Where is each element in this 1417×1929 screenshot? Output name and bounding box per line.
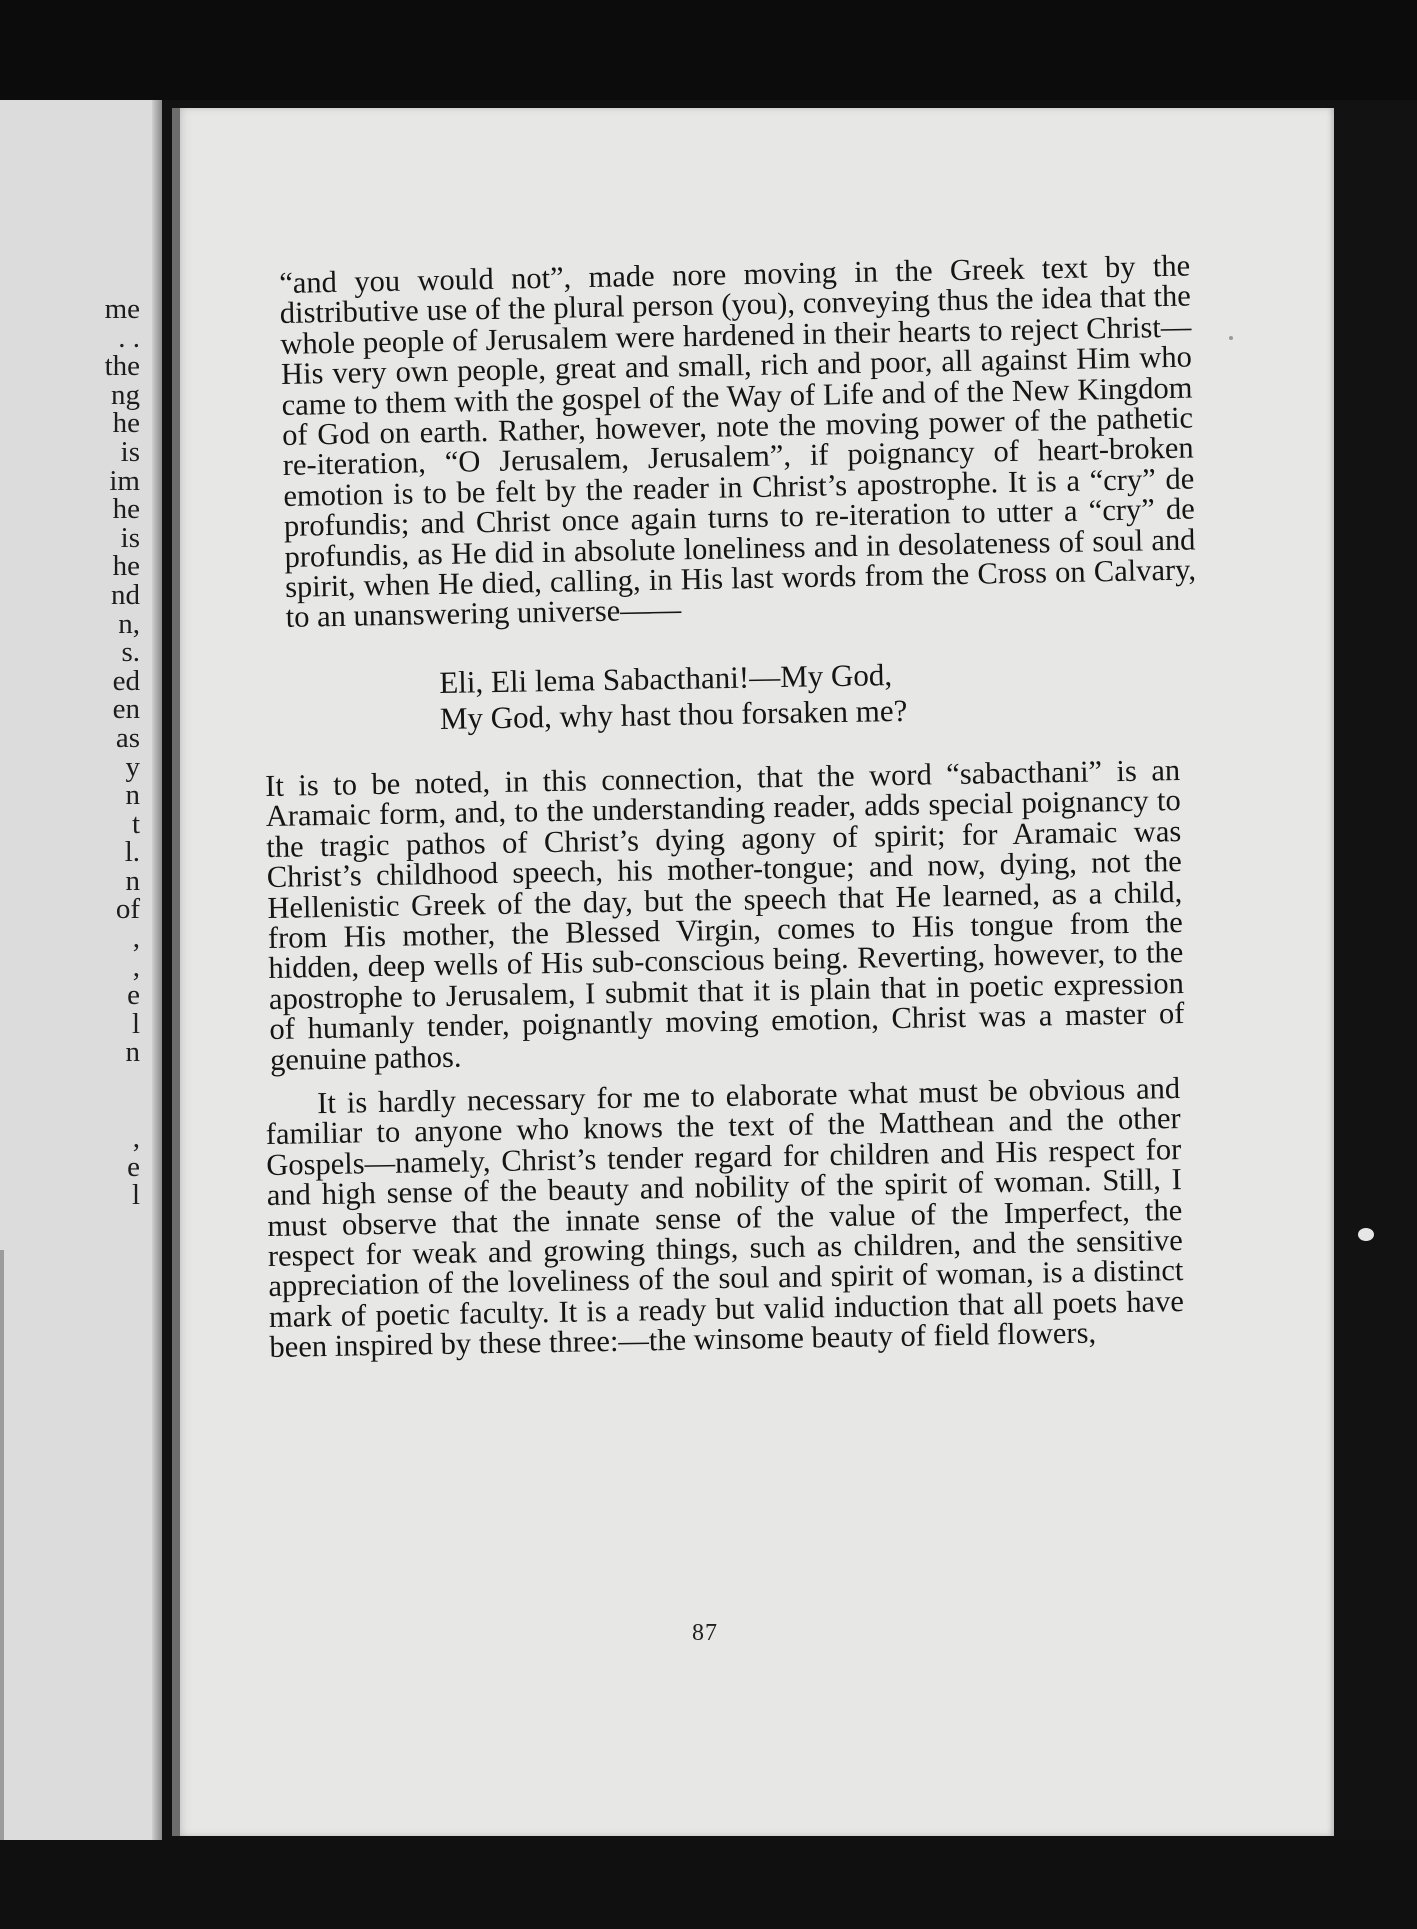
fragment-line: of bbox=[115, 893, 140, 926]
book-gutter bbox=[152, 100, 162, 1860]
fragment-line bbox=[105, 1096, 140, 1125]
page-edge-shadow bbox=[0, 1250, 4, 1850]
fragment-line: , bbox=[132, 1122, 140, 1155]
verse-line: My God, why hast thou forsaken me? bbox=[439, 692, 908, 736]
book-page bbox=[172, 108, 1334, 1836]
fragment-line: the bbox=[104, 350, 140, 383]
fragment-line: ed bbox=[112, 664, 140, 697]
fragment-line: as bbox=[115, 721, 140, 754]
fragment-line: s. bbox=[121, 636, 140, 669]
fragment-line: n bbox=[125, 1036, 140, 1069]
fragment-line: me bbox=[104, 293, 140, 325]
fragment-line: e bbox=[127, 979, 140, 1012]
fragment-line: l bbox=[131, 1179, 140, 1212]
scan-blemish bbox=[1358, 1228, 1374, 1241]
fragment-line: n, bbox=[118, 607, 140, 640]
fragment-line: t bbox=[131, 807, 140, 840]
verse-line: Eli, Eli lema Sabacthani!—My God, bbox=[439, 656, 893, 700]
fragment-line: is bbox=[120, 435, 140, 468]
page-number: 87 bbox=[692, 1620, 718, 1646]
fragment-line: y bbox=[125, 750, 140, 783]
facing-page-left bbox=[0, 100, 162, 1860]
fragment-line: en bbox=[112, 693, 140, 726]
fragment-line: he bbox=[112, 550, 140, 583]
fragment-line: e bbox=[127, 1150, 140, 1183]
page-spine-shadow bbox=[172, 108, 180, 1836]
verse-quotation bbox=[439, 652, 1189, 737]
fragment-line bbox=[105, 1067, 140, 1096]
page-body bbox=[264, 248, 1197, 1365]
fragment-line: , bbox=[132, 950, 140, 983]
scan-top-border bbox=[0, 0, 1417, 100]
fragment-line: , bbox=[132, 922, 140, 955]
fragment-line: he bbox=[112, 493, 140, 526]
body-paragraph: It is hardly necessary for me to elaborate what must be obvious and familiar to anyone who knows the text of the Matthean and the other Gospels—namely, Christ’s tender regard for children and His respect for and high sense of the beauty and nobility of the spirit of woman. Still, I must observe that the innate sense of the value of the Imperfect, the respect for weak and growing things, such as children, and the sensitive appreciation of the loveliness of the soul and spirit of woman, is a distinct mark of poetic faculty. It is a ready but valid induction that all poets have been inspired by these three:—the winsome beauty of field flowers, bbox=[265, 1070, 1185, 1365]
fragment-line: n bbox=[125, 779, 140, 812]
scan-bottom-border bbox=[0, 1840, 1417, 1929]
fragment-line: he bbox=[112, 407, 140, 440]
fragment-line: ng bbox=[111, 378, 140, 411]
fragment-line: n bbox=[125, 864, 140, 897]
fragment-line: . . bbox=[118, 321, 140, 354]
body-paragraph: It is to be noted, in this connection, that the word “sabacthani” is an Aramaic form, and, to the understanding reader, adds special poignancy to the tragic pathos of Christ’s dying agony of spirit; for Aramaic was Christ’s childhood speech, his mother-tongue; and now, dying, not the Hellenistic Greek of the day, but the speech that He learned, as a child, from His mother, the Blessed Virgin, comes to His tongue from the hidden, deep wells of His sub-conscious being. Reverting, however, to the apostrophe to Jerusalem, I submit that it is plain that in poetic expression of humanly tender, poignantly moving emotion, Christ was a master of genuine pathos. bbox=[264, 752, 1185, 1077]
body-paragraph: “and you would not”, made nore moving in the Greek text by the distributive use of the plural person (you), conveying thus the idea that the whole people of Jerusalem were hardened in their hearts to reject Christ—His very own people, great and small, rich and poor, all against Him who came to them with the gospel of the Way of Life and of the New Kingdom of God on earth. Rather, however, note the moving power of the pathetic re-iteration, “O Jerusalem, Jerusalem”, if poignancy of heart-broken emotion is to be felt by the reader in Christ’s apostrophe. It is a “cry” de profundis; and Christ once again turns to re-iteration to utter a “cry” de profundis, as He did in absolute loneliness and in desolateness of soul and spirit, when He died, calling, in His last words from the Cross on Calvary, to an unanswering universe—— bbox=[278, 248, 1197, 635]
fragment-line: l bbox=[131, 1007, 140, 1040]
fragment-line: l. bbox=[124, 836, 140, 869]
facing-page-text-fragments bbox=[105, 295, 140, 1210]
fragment-line: im bbox=[109, 464, 140, 497]
fragment-line: is bbox=[120, 521, 140, 554]
fragment-line: nd bbox=[111, 578, 140, 611]
dust-speck bbox=[1229, 336, 1233, 340]
